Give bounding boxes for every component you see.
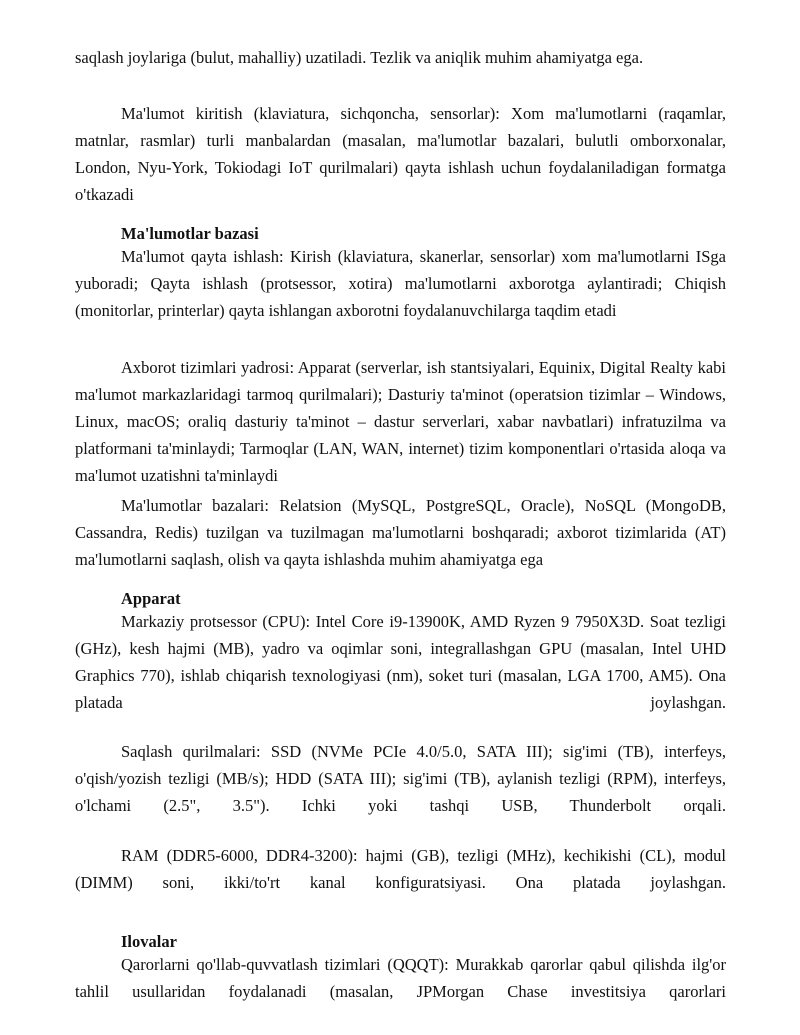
paragraph-is-core: Axborot tizimlari yadrosi: Apparat (serverlar, ish stantsiyalari, Equinix, Digital Realty kabi ma'lumot markazlaridagi tarmoq qurilmalari); Dasturiy ta'minot (operatsion tizimlar – Windows, Linux, macOS; oraliq dasturiy ta'minot – dastur serverlari, xabar navbatlari) infratuzilma va platformani ta'minlaydi; Tarmoqlar (LAN, WAN, internet) tizim komponentlari o'rtasida aloqa va ma'lumot uzatishni ta'minlaydi bbox=[75, 358, 726, 485]
paragraph-ram: RAM (DDR5-6000, DDR4-3200): hajmi (GB), tezligi (MHz), kechikishi (CL), modul (DIMM) soni, ikki/to'rt kanal konfiguratsiyasi. Ona platada joylashgan. bbox=[75, 846, 726, 892]
paragraph-data-processing: Ma'lumot qayta ishlash: Kirish (klaviatura, skanerlar, sensorlar) xom ma'lumotlarni ISga yuboradi; Qayta ishlash (protsessor, xotira) ma'lumotlarni axborotga aylantiradi; Chiqish (monitorlar, printerlar) qayta ishlangan axborotni foydalanuvchilarga taqdim etadi bbox=[75, 247, 726, 320]
paragraph-dss: Qarorlarni qo'llab-quvvatlash tizimlari (QQQT): Murakkab qarorlar qabul qilishda ilg'or tahlil usullaridan foydalanadi (masalan, JPMorgan Chase investitsiya qarorlari bbox=[75, 955, 726, 1001]
heading-databases: Ma'lumotlar bazasi bbox=[121, 224, 259, 243]
paragraph-data-input: Ma'lumot kiritish (klaviatura, sichqoncha, sensorlar): Xom ma'lumotlarni (raqamlar, matnlar, rasmlar) turli manbalardan (masalan, ma'lumotlar bazalari, bulutli omborxonalar, London, Nyu-York, Tokiodagi IoT qurilmalari) qayta ishlash uchun foydalaniladigan formatga o'tkazadi bbox=[75, 104, 726, 204]
paragraph-storage-continuation: saqlash joylariga (bulut, mahalliy) uzatiladi. Tezlik va aniqlik muhim ahamiyatga ega. bbox=[75, 48, 644, 67]
paragraph-cpu: Markaziy protsessor (CPU): Intel Core i9-13900K, AMD Ryzen 9 7950X3D. Soat tezligi (GHz), kesh hajmi (MB), yadro va oqimlar soni, integrallashgan GPU (masalan, Intel UHD Graphics 770), ishlab chiqarish texnologiyasi (nm), soket turi (masalan, LGA 1700, AM5). Ona platada joylashgan. bbox=[75, 612, 726, 712]
paragraph-databases: Ma'lumotlar bazalari: Relatsion (MySQL, PostgreSQL, Oracle), NoSQL (MongoDB, Cassandra, Redis) tuzilgan va tuzilmagan ma'lumotlarni boshqaradi; axborot tizimlarida (AT) ma'lumotlarni saqlash, olish va qayta ishlashda muhim ahamiyatga ega bbox=[75, 496, 726, 569]
paragraph-storage-devices: Saqlash qurilmalari: SSD (NVMe PCIe 4.0/5.0, SATA III); sig'imi (TB), interfeys, o'qish/yozish tezligi (MB/s); HDD (SATA III); sig'imi (TB), aylanish tezligi (RPM), interfeys, o'lchami (2.5", 3.5"). Ichki yoki tashqi USB, Thunderbolt orqali. bbox=[75, 742, 726, 815]
heading-applications: Ilovalar bbox=[121, 932, 177, 951]
heading-hardware: Apparat bbox=[121, 589, 181, 608]
